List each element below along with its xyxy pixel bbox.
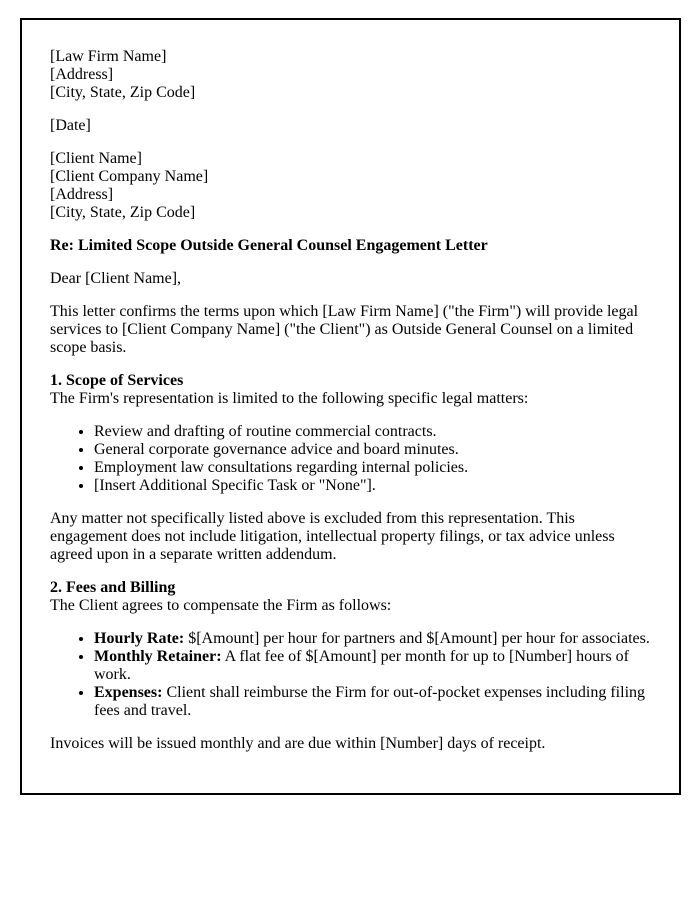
letter-line: [Date] (50, 117, 91, 134)
section-1 (50, 372, 651, 408)
exclusion-paragraph: Any matter not specifically listed above is excluded from this representation. This engagement does not include litigation, intellectual property filings, or tax advice unless agreed upon in a separate written addendum. (50, 510, 615, 563)
section-intro: The Firm's representation is limited to the following specific legal matters: (50, 390, 529, 407)
letter-line: [Client Name] (50, 150, 142, 167)
letter-line: [Law Firm Name] (50, 48, 167, 65)
bullet-lead: Hourly Rate: (94, 630, 185, 647)
bullet-item (94, 630, 651, 648)
bullet-item: • Employment law consultations regarding internal policies. (94, 459, 651, 477)
client-address-block (50, 150, 651, 222)
letter-line: [Address] (50, 186, 114, 203)
letter-line: [Client Company Name] (50, 168, 209, 185)
bullet-lead: Expenses: (94, 684, 163, 701)
date-block (50, 117, 651, 135)
bullet-text: A flat fee of $[Amount] per month for up to [Number] hours of work. (94, 648, 629, 683)
invoices-paragraph: Invoices will be issued monthly and are due within [Number] days of receipt. (50, 735, 546, 752)
re-line: Re: Limited Scope Outside General Counsel Engagement Letter (50, 237, 488, 254)
bullet-item: • [Insert Additional Specific Task or "None"]. (94, 477, 651, 495)
salutation: Dear [Client Name], (50, 270, 182, 287)
letter-body (22, 20, 679, 775)
fees-bullets (50, 630, 651, 720)
bullet-text: Client shall reimburse the Firm for out-of-pocket expenses including filing fees and travel. (94, 684, 646, 719)
section-heading: 1. Scope of Services (50, 372, 184, 389)
bullet-item (94, 648, 651, 684)
letter-line: [City, State, Zip Code] (50, 204, 196, 221)
letter-line: [Address] (50, 66, 114, 83)
section-2 (50, 579, 651, 615)
bullet-lead: Monthly Retainer: (94, 648, 222, 665)
section-heading: 2. Fees and Billing (50, 579, 176, 596)
bullet-item: • General corporate governance advice and board minutes. (94, 441, 651, 459)
firm-letterhead (50, 48, 651, 102)
letter-line: [City, State, Zip Code] (50, 84, 196, 101)
section-intro: The Client agrees to compensate the Firm as follows: (50, 597, 392, 614)
letter-page (20, 18, 681, 795)
bullet-item: • Review and drafting of routine commercial contracts. (94, 423, 651, 441)
scope-bullets (50, 423, 651, 495)
bullet-text: $[Amount] per hour for partners and $[Amount] per hour for associates. (184, 630, 650, 647)
intro-paragraph: This letter confirms the terms upon which [Law Firm Name] ("the Firm") will provide legal services to [Client Company Name] ("the Client") as Outside General Counsel on a limited scope basis. (50, 303, 639, 356)
bullet-item (94, 684, 651, 720)
